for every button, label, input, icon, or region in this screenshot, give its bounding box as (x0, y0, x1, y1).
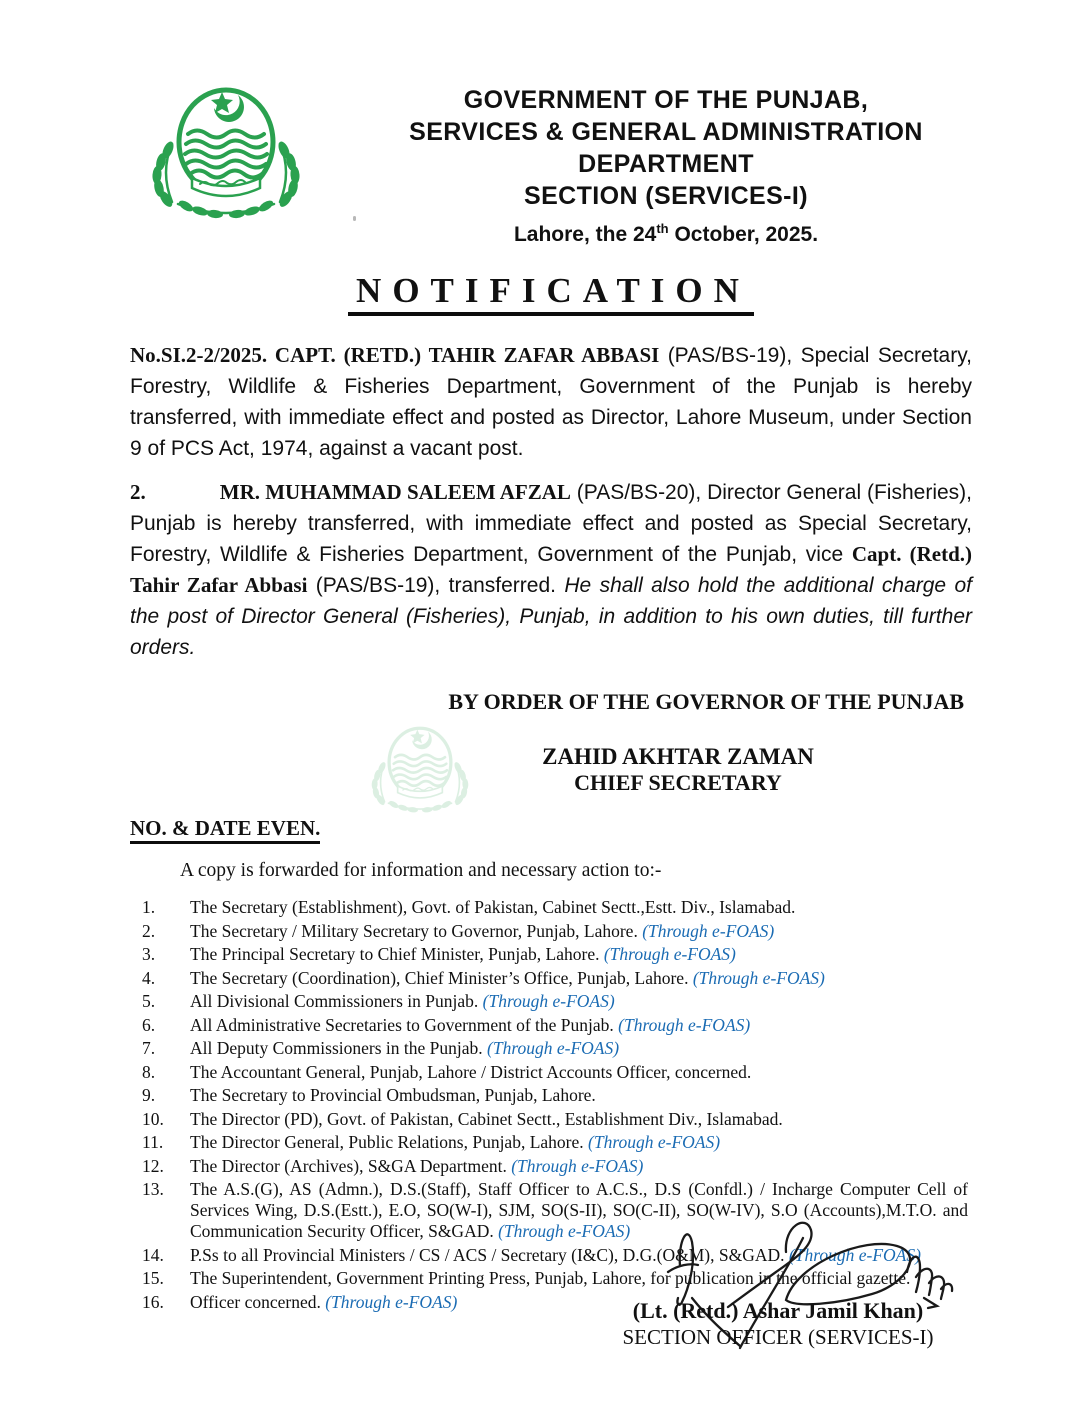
date-superscript: th (656, 221, 669, 236)
list-item-number: 3. (142, 944, 156, 964)
additional-charge-clause: He shall also hold the additional charge of the post of Director General (Fisheries), Punjab, in addition to his own duties, till further orders. (130, 574, 972, 659)
list-item-text: The Director General, Public Relations, Punjab, Lahore. (Through e-FOAS) (190, 1132, 721, 1152)
list-item-text: The Director (PD), Govt. of Pakistan, Cabinet Sectt., Establishment Div., Islamabad. (190, 1108, 783, 1129)
signatory-block (402, 743, 954, 796)
list-item (142, 1245, 972, 1266)
list-item (142, 921, 972, 942)
notification-number: No.SI.2-2/2025. (130, 343, 275, 367)
list-item (142, 1015, 972, 1036)
list-item-number: 12. (142, 1155, 164, 1176)
through-efoas-tag: (Through e-FOAS) (498, 1221, 631, 1241)
list-item (142, 1109, 972, 1130)
list-item-text: All Deputy Commissioners in the Punjab. (Through e-FOAS) (190, 1038, 620, 1058)
list-item (142, 1038, 972, 1059)
through-efoas-tag: (Through e-FOAS) (325, 1291, 458, 1312)
through-efoas-tag: (Through e-FOAS) (618, 1014, 751, 1035)
list-item-number: 2. (142, 920, 156, 941)
list-item-number: 16. (142, 1291, 164, 1312)
signatory-title: CHIEF SECRETARY (574, 770, 782, 795)
paragraph-1: No.SI.2-2/2025. CAPT. (RETD.) TAHIR ZAFAR ABBASI (PAS/BS-19), Special Secretary, Forestry, Wildlife & Fisheries Department, Government of the Punjab is hereby transferred, with immediate effect and posted as Director, Lahore Museum, under Section 9 of PCS Act, 1974, against a vacant post. (130, 343, 972, 460)
scan-speck (353, 216, 356, 221)
through-efoas-tag: (Through e-FOAS) (788, 1244, 921, 1265)
through-efoas-tag: (Through e-FOAS) (642, 920, 775, 941)
through-efoas-tag: (Through e-FOAS) (511, 1155, 644, 1176)
letterhead-line-2: SERVICES & GENERAL ADMINISTRATION (409, 118, 923, 146)
letterhead-line-1: GOVERNMENT OF THE PUNJAB, (463, 86, 869, 114)
list-item-text: The Secretary (Coordination), Chief Minister’s Office, Punjab, Lahore. (Through e-FOAS) (190, 967, 825, 988)
list-item (142, 1268, 972, 1289)
list-item-number: 14. (142, 1244, 164, 1265)
list-item-text: All Administrative Secretaries to Government of the Punjab. (Through e-FOAS) (190, 1014, 751, 1035)
list-item (142, 1156, 972, 1177)
list-item-number: 9. (142, 1085, 156, 1105)
list-item-text: The Principal Secretary to Chief Minister, Punjab, Lahore. (Through e-FOAS) (190, 944, 736, 964)
signatory-name: ZAHID AKHTAR ZAMAN (542, 744, 814, 769)
list-item (142, 944, 972, 965)
list-item-number: 1. (142, 897, 156, 917)
list-item-text: The A.S.(G), AS (Admn.), D.S.(Staff), Staff Officer to A.C.S., D.S (Confdl.) / Incharge Computer Cell of Services Wing, D.S.(Estt.), E.O, SO(W-I), SJM, SO(S-II), SO(C-II), SO(W-IV), S.O (Accounts),M.T.O. and Communication Security Officer, S&GAD. (Through e-FOAS) (190, 1179, 968, 1241)
through-efoas-tag: (Through e-FOAS) (692, 967, 825, 988)
list-item-text: The Secretary to Provincial Ombudsman, Punjab, Lahore. (190, 1085, 596, 1105)
punjab-government-logo-icon (138, 82, 314, 222)
list-item-number: 4. (142, 967, 156, 988)
list-item-text: All Divisional Commissioners in Punjab. (Through e-FOAS) (190, 991, 615, 1011)
list-item (142, 897, 972, 918)
list-item-number: 7. (142, 1038, 156, 1058)
list-item (142, 991, 972, 1012)
by-order-line: BY ORDER OF THE GOVERNOR OF THE PUNJAB (448, 689, 964, 714)
list-item-number: 10. (142, 1108, 164, 1129)
list-item-number: 13. (142, 1179, 164, 1199)
date-line: Lahore, the 24th October, 2025. (513, 221, 819, 246)
recipient-list (130, 897, 972, 1313)
list-item (142, 968, 972, 989)
through-efoas-tag: (Through e-FOAS) (487, 1038, 620, 1058)
section-officer-title: SECTION OFFICER (SERVICES-I) (622, 1325, 934, 1349)
list-item-text: P.Ss to all Provincial Ministers / CS / ACS / Secretary (I&C), D.G.(O&M), S&GAD. (Through e-FOAS) (190, 1244, 921, 1265)
list-item-text: The Superintendent, Government Printing Press, Punjab, Lahore, for publication in the official gazette. (190, 1268, 911, 1288)
punjab-logo-watermark-icon (362, 723, 478, 815)
list-item-text: The Secretary (Establishment), Govt. of Pakistan, Cabinet Sectt.,Estt. Div., Islamabad. (190, 897, 796, 917)
through-efoas-tag: (Through e-FOAS) (588, 1132, 721, 1152)
through-efoas-tag: (Through e-FOAS) (482, 991, 615, 1011)
list-item (142, 1062, 972, 1083)
letterhead-line-4: SECTION (SERVICES-I) (524, 182, 808, 210)
list-item-text: Officer concerned. (Through e-FOAS) (190, 1291, 458, 1312)
signature-block (560, 1298, 996, 1350)
letterhead-line-3: DEPARTMENT (578, 150, 754, 178)
letterhead (360, 0, 972, 212)
section-officer-name: (Lt. (Retd.) Ashar Jamil Khan) (632, 1298, 924, 1323)
no-and-date-line: NO. & DATE EVEN. (130, 816, 972, 841)
paragraph-2-number: 2. (130, 480, 146, 504)
through-efoas-tag: (Through e-FOAS) (603, 944, 736, 964)
list-item-number: 15. (142, 1268, 164, 1288)
vice-officer-name: Capt. (Retd.) Tahir Zafar Abbasi (130, 542, 972, 597)
list-item (142, 1132, 972, 1153)
list-item-number: 6. (142, 1014, 156, 1035)
list-item (142, 1179, 972, 1242)
copy-forwarded-line: A copy is forwarded for information and necessary action to:- (180, 860, 662, 881)
officer-name-2: MR. MUHAMMAD SALEEM AFZAL (219, 480, 571, 504)
paragraph-2: 2. MR. MUHAMMAD SALEEM AFZAL (PAS/BS-20), Director General (Fisheries), Punjab is hereby transferred, with immediate effect and posted as Special Secretary, Forestry, Wildlife & Fisheries Department, Government of the Punjab, vice Capt. (Retd.) Tahir Zafar Abbasi (PAS/BS-19), transferred. He shall also hold the additional charge of the post of Director General (Fisheries), Punjab, in addition to his own duties, till further orders. (130, 480, 972, 659)
list-item-number: 11. (142, 1132, 164, 1152)
list-item-number: 5. (142, 991, 156, 1011)
list-item-text: The Director (Archives), S&GA Department. (Through e-FOAS) (190, 1155, 644, 1176)
list-item (142, 1085, 972, 1106)
officer-name-1: CAPT. (RETD.) TAHIR ZAFAR ABBASI (274, 343, 660, 367)
list-item-text: The Secretary / Military Secretary to Governor, Punjab, Lahore. (Through e-FOAS) (190, 920, 775, 941)
page-title: NOTIFICATION (348, 271, 754, 316)
list-item-number: 8. (142, 1061, 156, 1082)
list-item-text: The Accountant General, Punjab, Lahore / District Accounts Officer, concerned. (190, 1061, 752, 1082)
